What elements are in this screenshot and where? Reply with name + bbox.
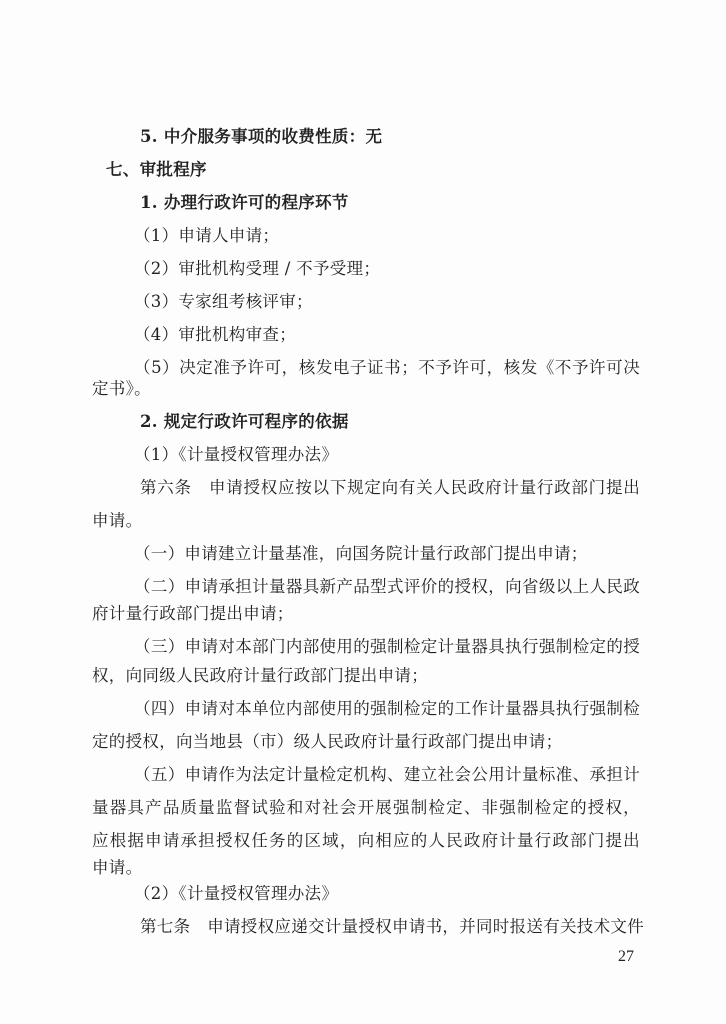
citation-heading: （2）《计量授权管理办法》 xyxy=(134,884,339,903)
article-line: 第六条 申请授权应按以下规定向有关人民政府计量行政部门提出 xyxy=(140,478,640,497)
paragraph-line: 府计量行政部门提出申请； xyxy=(92,604,294,623)
step-item: （5）决定准予许可，核发电子证书；不予许可，核发《不予许可决 xyxy=(134,358,640,377)
step-item: （4）审批机构审查； xyxy=(134,325,296,344)
paragraph-line: 应根据申请承担授权任务的区域，向相应的人民政府计量行政部门提出 xyxy=(92,831,640,850)
paragraph-line: 量器具产品质量监督试验和对社会开展强制检定、非强制检定的授权， xyxy=(92,798,640,817)
clause-line: （三）申请对本部门内部使用的强制检定计量器具执行强制检定的授 xyxy=(134,637,640,656)
clause-line: （二）申请承担计量器具新产品型式评价的授权，向省级以上人民政 xyxy=(134,577,640,596)
section-heading: 七、审批程序 xyxy=(106,160,207,179)
paragraph-line: 申请。 xyxy=(92,511,143,530)
article-line: 第七条 申请授权应递交计量授权申请书，并同时报送有关技术文件 xyxy=(140,917,644,936)
clause-line: （五）申请作为法定计量检定机构、建立社会公用计量标准、承担计 xyxy=(134,765,640,784)
clause-line: （一）申请建立计量基准，向国务院计量行政部门提出申请； xyxy=(134,544,588,563)
citation-heading: （1）《计量授权管理办法》 xyxy=(134,445,339,464)
page-number: 27 xyxy=(618,948,634,965)
paragraph-line: 定的授权，向当地县（市）级人民政府计量行政部门提出申请； xyxy=(92,732,563,751)
subsection-heading: 1. 办理行政许可的程序环节 xyxy=(140,193,349,212)
step-item: （1）申请人申请； xyxy=(134,226,280,245)
step-item: （2）审批机构受理 / 不予受理； xyxy=(134,259,381,278)
fee-nature-line: 5. 中介服务事项的收费性质：无 xyxy=(140,127,383,146)
paragraph-line: 权，向同级人民政府计量行政部门提出申请； xyxy=(92,666,428,685)
subsection-heading: 2. 规定行政许可程序的依据 xyxy=(140,412,349,431)
paragraph-line: 定书》。 xyxy=(92,379,151,398)
clause-line: （四）申请对本单位内部使用的强制检定的工作计量器具执行强制检 xyxy=(134,699,640,718)
step-item: （3）专家组考核评审； xyxy=(134,292,313,311)
paragraph-line: 申请。 xyxy=(92,858,143,877)
